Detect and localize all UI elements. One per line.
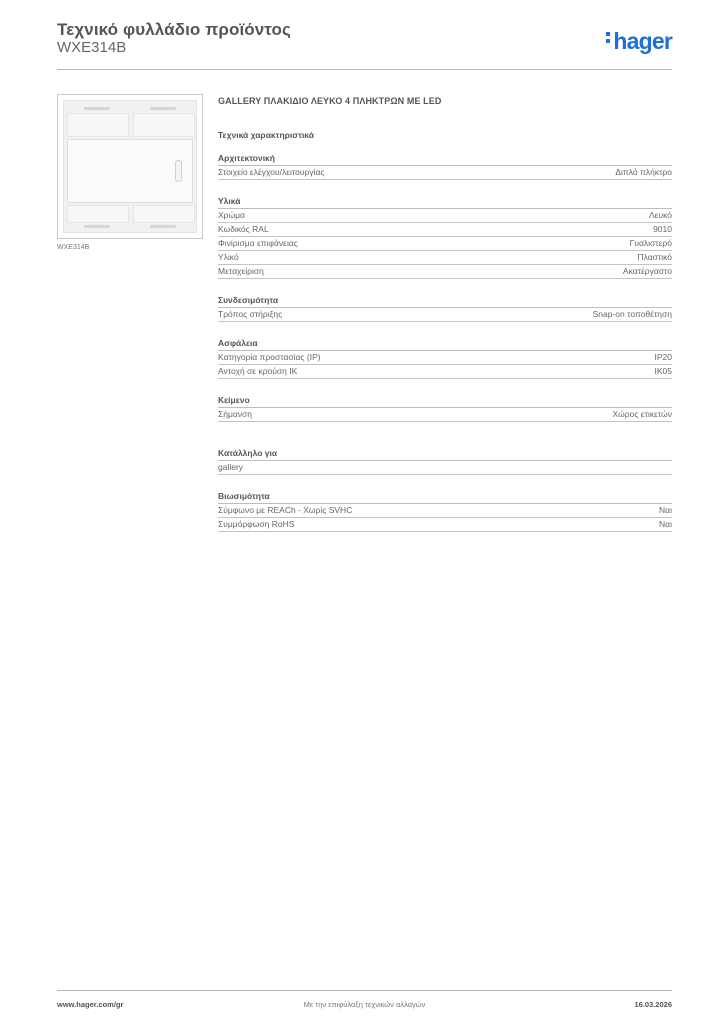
spec-value: Πλαστικό [637, 252, 672, 262]
spec-label: Σύμφωνο με REACh - Χωρίς SVHC [218, 505, 353, 515]
switch-plate-illustration [63, 100, 197, 233]
spec-value: 9010 [653, 224, 672, 234]
spec-label: Σήμανση [218, 409, 253, 419]
spec-label: gallery [218, 462, 244, 472]
logo-text: hager [613, 28, 672, 54]
specs-title: Τεχνικά χαρακτηριστικά [218, 130, 314, 140]
spec-row [218, 251, 672, 265]
spec-value: Λευκό [649, 210, 672, 220]
section-sustainability [218, 491, 672, 532]
hager-logo [606, 28, 672, 55]
section-title: Κείμενο [218, 395, 672, 408]
page-footer [57, 990, 672, 1009]
spec-label: Μεταχείριση [218, 266, 264, 276]
footer-website-link[interactable]: www.hager.com/gr [57, 1000, 124, 1009]
spec-row [218, 365, 672, 379]
section-title: Βιωσιμότητα [218, 491, 672, 504]
section-title: Υλικά [218, 196, 672, 209]
section-architecture [218, 153, 672, 180]
spec-label: Φινίρισμα επιφάνειας [218, 238, 298, 248]
logo-colon-icon [606, 29, 611, 46]
spec-value: Διπλό πλήκτρο [615, 167, 672, 177]
spec-label: Συμμόρφωση RoHS [218, 519, 295, 529]
spec-row [218, 237, 672, 251]
section-suitable-for [218, 448, 672, 475]
spec-value: Ναι [659, 505, 672, 515]
section-title: Αρχιτεκτονική [218, 153, 672, 166]
spec-value: Snap-on τοποθέτηση [592, 309, 672, 319]
spec-label: Στοιχείο ελέγχου/λειτουργίας [218, 167, 325, 177]
label-slot-icon [175, 160, 182, 182]
rocker-key [67, 139, 193, 203]
spec-row [218, 308, 672, 322]
spec-label: Κατηγορία προστασίας (IP) [218, 352, 321, 362]
section-text [218, 395, 672, 422]
spec-row [218, 265, 672, 279]
section-materials [218, 196, 672, 279]
image-caption: WXE314B [57, 244, 90, 251]
section-connectivity [218, 295, 672, 322]
spec-row [218, 461, 672, 475]
page-header [57, 20, 672, 70]
footer-note: Με την επιφύλαξη τεχνικών αλλαγών [303, 1000, 426, 1009]
footer-date: 16.03.2026 [634, 1000, 672, 1009]
spec-value: Ακατέργαστο [622, 266, 672, 276]
product-image [57, 94, 203, 239]
spec-label: Αντοχή σε κρούση IK [218, 366, 298, 376]
spec-label: Κωδικός RAL [218, 224, 269, 234]
spec-value: Χώρος ετικετών [612, 409, 672, 419]
spec-label: Υλικό [218, 252, 239, 262]
spec-row [218, 209, 672, 223]
section-title: Συνδεσιμότητα [218, 295, 672, 308]
spec-row [218, 518, 672, 532]
spec-row [218, 504, 672, 518]
spec-row [218, 351, 672, 365]
spec-value: IK05 [654, 366, 672, 376]
section-title: Ασφάλεια [218, 338, 672, 351]
section-safety [218, 338, 672, 379]
section-title: Κατάλληλο για [218, 448, 672, 461]
spec-label: Τρόπος στήριξης [218, 309, 283, 319]
spec-row [218, 408, 672, 422]
spec-value: IP20 [654, 352, 672, 362]
spec-value: Γυαλιστερό [629, 238, 672, 248]
spec-row [218, 223, 672, 237]
page-title: Τεχνικό φυλλάδιο προϊόντος [57, 20, 291, 39]
product-details [218, 96, 672, 532]
product-code: WXE314B [57, 39, 127, 56]
spec-label: Χρώμα [218, 210, 245, 220]
product-name: GALLERY ΠΛΑΚΙΔΙΟ ΛΕΥΚΟ 4 ΠΛΗΚΤΡΩΝ ΜΕ LED [218, 96, 442, 106]
spec-row [218, 166, 672, 180]
spec-value: Ναι [659, 519, 672, 529]
